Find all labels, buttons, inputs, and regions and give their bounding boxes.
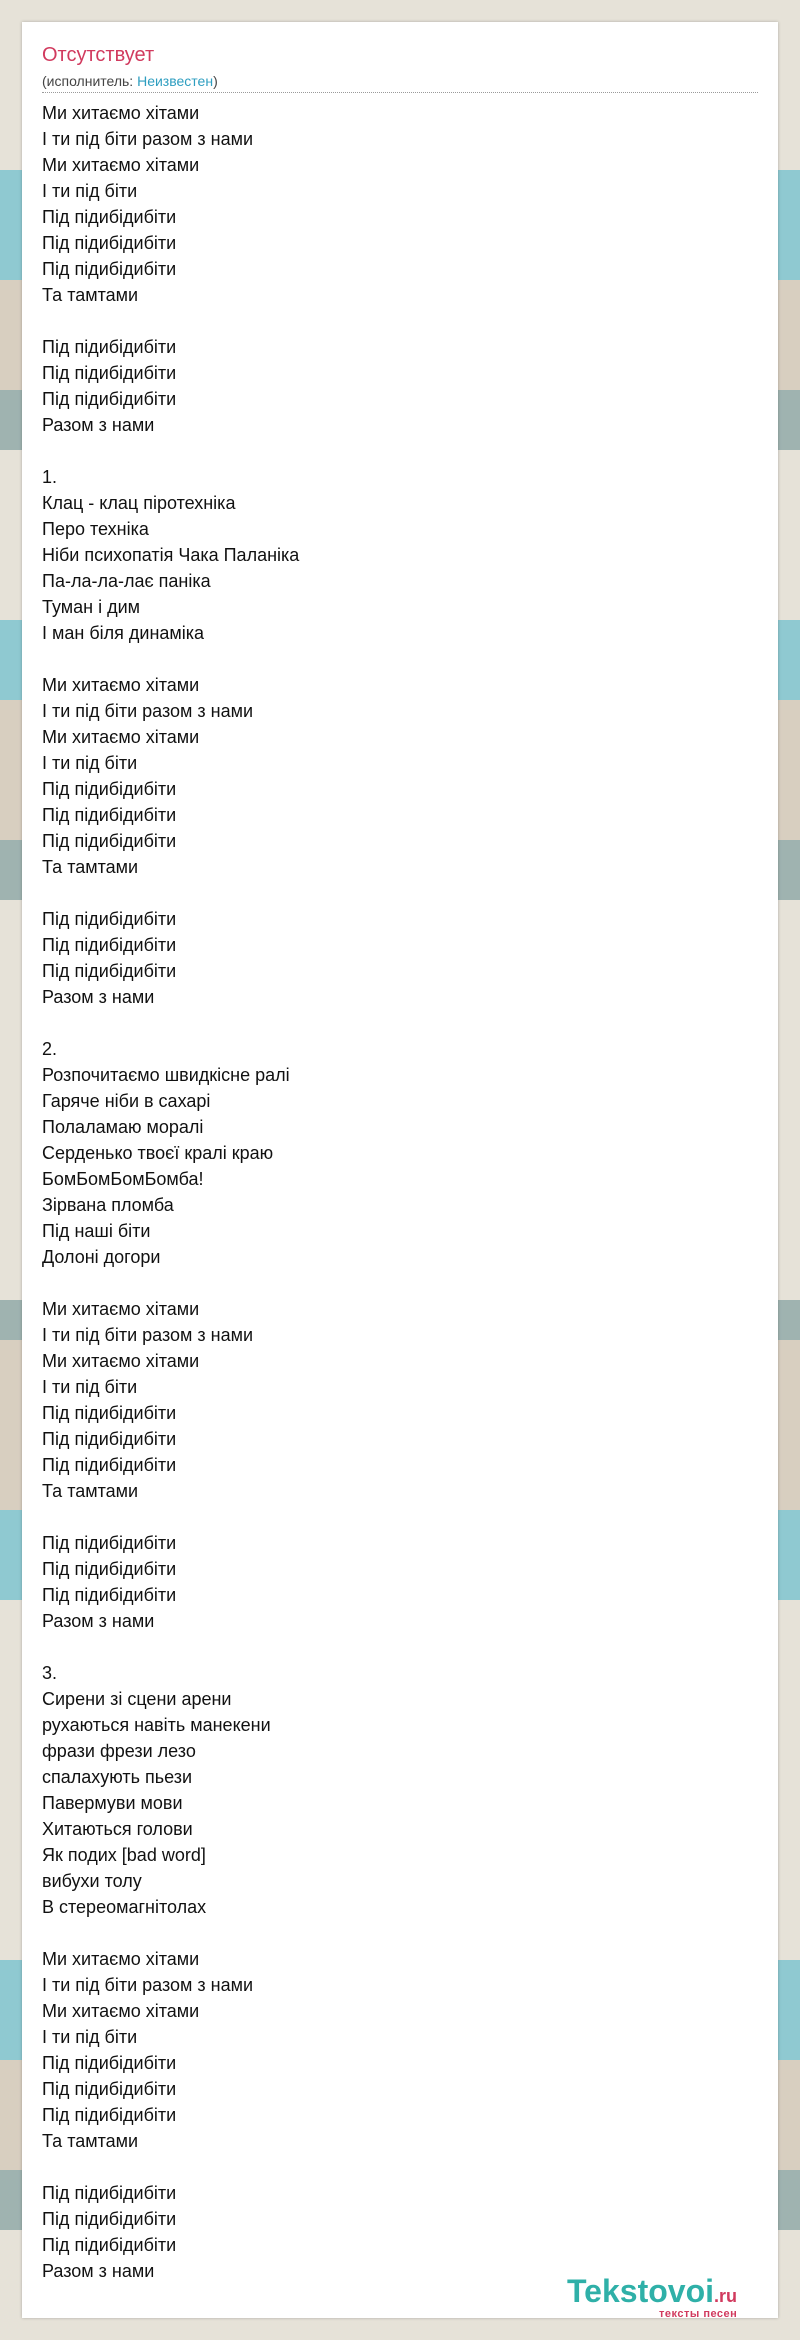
lyric-line: Під підибідибіти bbox=[42, 233, 177, 253]
stanza-break bbox=[42, 308, 758, 334]
lyric-line: БомБомБомБомба! bbox=[42, 1169, 204, 1189]
stanza-break bbox=[42, 1504, 758, 1530]
lyric-line: Ми хитаємо хітами bbox=[42, 1949, 200, 1969]
stanza-break bbox=[42, 646, 758, 672]
stanza-break bbox=[42, 1010, 758, 1036]
lyric-line: І ти під біти bbox=[42, 181, 138, 201]
lyric-line: Під підибідибіти bbox=[42, 2105, 177, 2125]
lyric-line: Та тамтами bbox=[42, 1481, 139, 1501]
lyric-line: Ми хитаємо хітами bbox=[42, 155, 200, 175]
stanza-break bbox=[42, 1920, 758, 1946]
lyric-line: І ти під біти bbox=[42, 2027, 138, 2047]
lyric-line: Серденько твоєї кралі краю bbox=[42, 1143, 274, 1163]
lyric-line: І ти під біти bbox=[42, 753, 138, 773]
lyric-line: В стереомагнітолах bbox=[42, 1897, 207, 1917]
lyric-line: Під наші біти bbox=[42, 1221, 151, 1241]
site-logo[interactable] bbox=[567, 2274, 767, 2322]
lyric-line: Разом з нами bbox=[42, 2261, 155, 2281]
stanza-break bbox=[42, 2154, 758, 2180]
lyric-line: Ми хитаємо хітами bbox=[42, 675, 200, 695]
lyric-line: 2. bbox=[42, 1039, 58, 1059]
lyric-line: Під підибідибіти bbox=[42, 779, 177, 799]
lyric-line: Хитаються голови bbox=[42, 1819, 193, 1839]
song-title: Отсутствует bbox=[42, 44, 155, 66]
lyric-line: Під підибідибіти bbox=[42, 961, 177, 981]
lyric-line: Разом з нами bbox=[42, 1611, 155, 1631]
artist-suffix: ) bbox=[213, 73, 218, 89]
lyric-line: Гаряче ніби в сахарі bbox=[42, 1091, 211, 1111]
lyric-line: Під підибідибіти bbox=[42, 337, 177, 357]
artist-line bbox=[42, 72, 218, 90]
logo-tagline: тексты песен bbox=[659, 2308, 738, 2320]
lyric-line: Ми хитаємо хітами bbox=[42, 1351, 200, 1371]
lyric-line: І ти під біти разом з нами bbox=[42, 1325, 254, 1345]
lyric-line: Па-ла-ла-лає паніка bbox=[42, 571, 211, 591]
lyric-line: І ти під біти разом з нами bbox=[42, 1975, 254, 1995]
lyric-line: І ти під біти разом з нами bbox=[42, 129, 254, 149]
logo-tld: .ru bbox=[714, 2286, 738, 2306]
lyric-line: Під підибідибіти bbox=[42, 363, 177, 383]
lyric-line: рухаються навіть манекени bbox=[42, 1715, 271, 1735]
lyric-line: Під підибідибіти bbox=[42, 2209, 177, 2229]
lyric-line: Під підибідибіти bbox=[42, 2053, 177, 2073]
lyric-line: Ми хитаємо хітами bbox=[42, 2001, 200, 2021]
lyric-line: Сирени зі сцени арени bbox=[42, 1689, 232, 1709]
lyric-line: 3. bbox=[42, 1663, 58, 1683]
lyric-line: Під підибідибіти bbox=[42, 2079, 177, 2099]
lyric-line: Зірвана пломба bbox=[42, 1195, 174, 1215]
lyric-line: Та тамтами bbox=[42, 285, 139, 305]
logo-wordmark: Tekstovoi bbox=[567, 2273, 714, 2309]
lyric-line: Під підибідибіти bbox=[42, 831, 177, 851]
lyric-line: Під підибідибіти bbox=[42, 2183, 177, 2203]
lyric-line: Ми хитаємо хітами bbox=[42, 1299, 200, 1319]
lyric-line: Під підибідибіти bbox=[42, 1429, 177, 1449]
title-divider bbox=[42, 92, 758, 93]
lyric-line: Полаламаю моралі bbox=[42, 1117, 204, 1137]
stanza-break bbox=[42, 438, 758, 464]
lyric-line: Клац - клац піротехніка bbox=[42, 493, 236, 513]
lyric-line: Під підибідибіти bbox=[42, 1403, 177, 1423]
lyric-line: Під підибідибіти bbox=[42, 1585, 177, 1605]
lyric-line: Ми хитаємо хітами bbox=[42, 103, 200, 123]
lyric-line: Під підибідибіти bbox=[42, 259, 177, 279]
lyric-line: Під підибідибіти bbox=[42, 2235, 177, 2255]
lyric-line: Під підибідибіти bbox=[42, 935, 177, 955]
lyric-line: Разом з нами bbox=[42, 415, 155, 435]
lyric-line: вибухи толу bbox=[42, 1871, 142, 1891]
lyric-line: фрази фрези лезо bbox=[42, 1741, 196, 1761]
artist-prefix: (исполнитель: bbox=[42, 73, 138, 89]
lyric-line: Ніби психопатія Чака Паланіка bbox=[42, 545, 300, 565]
lyric-line: Під підибідибіти bbox=[42, 1559, 177, 1579]
lyrics-text bbox=[42, 100, 758, 2284]
stanza-break bbox=[42, 1634, 758, 1660]
lyric-line: Павермуви мови bbox=[42, 1793, 183, 1813]
lyric-line: Туман і дим bbox=[42, 597, 141, 617]
lyric-line: Під підибідибіти bbox=[42, 389, 177, 409]
lyric-line: 1. bbox=[42, 467, 58, 487]
lyric-line: Під підибідибіти bbox=[42, 1533, 177, 1553]
lyric-line: Долоні догори bbox=[42, 1247, 161, 1267]
lyric-line: Розпочитаємо швидкісне ралі bbox=[42, 1065, 290, 1085]
lyric-line: Та тамтами bbox=[42, 2131, 139, 2151]
lyric-line: Під підибідибіти bbox=[42, 909, 177, 929]
lyrics-card bbox=[22, 22, 778, 2318]
artist-link[interactable]: Неизвестен bbox=[137, 73, 214, 89]
lyric-line: Як подих [bad word] bbox=[42, 1845, 206, 1865]
stanza-break bbox=[42, 880, 758, 906]
lyric-line: І ман біля динаміка bbox=[42, 623, 205, 643]
lyric-line: Разом з нами bbox=[42, 987, 155, 1007]
lyric-line: Ми хитаємо хітами bbox=[42, 727, 200, 747]
lyric-line: Перо техніка bbox=[42, 519, 149, 539]
lyric-line: І ти під біти bbox=[42, 1377, 138, 1397]
lyric-line: спалахують пьези bbox=[42, 1767, 193, 1787]
lyric-line: Під підибідибіти bbox=[42, 805, 177, 825]
lyric-line: Під підибідибіти bbox=[42, 1455, 177, 1475]
lyric-line: Під підибідибіти bbox=[42, 207, 177, 227]
stanza-break bbox=[42, 1270, 758, 1296]
lyric-line: І ти під біти разом з нами bbox=[42, 701, 254, 721]
lyric-line: Та тамтами bbox=[42, 857, 139, 877]
